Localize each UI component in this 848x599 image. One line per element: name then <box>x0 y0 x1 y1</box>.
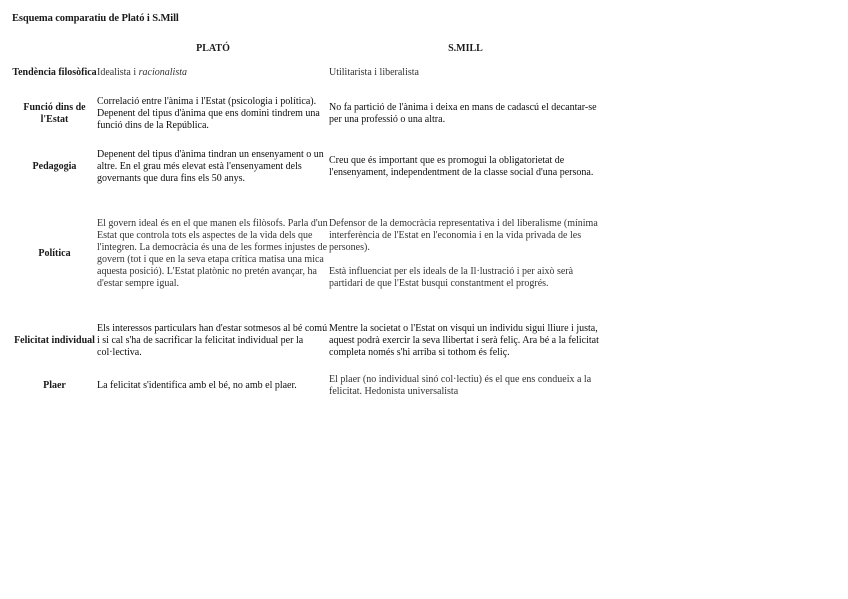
table-row <box>12 139 602 195</box>
corner-cell <box>12 40 97 58</box>
table-row <box>12 195 602 313</box>
document-title: Esquema comparatiu de Plató i S.Mill <box>12 13 179 24</box>
mill-funcio-cell: No fa partició de l'ànima i deixa en mans de cadascú el decantar-se per una professió o una altra. <box>329 101 597 125</box>
plato-funcio-cell: Correlació entre l'ànima i l'Estat (psicologia i política). Depenent del tipus d'ànima que ens domini tindrem una funció dins de la República. <box>97 95 320 131</box>
mill-politica-paragraph-1: Defensor de la democràcia representativa i del liberalisme (mínima interferència de l'Estat en l'economia i en la vida privada de les persones). <box>329 218 598 253</box>
plato-politica-cell: El govern ideal és en el que manen els filòsofs. Parla d'un Estat que controla tots els aspectes de la vida dels que l'integren. La democràcia és una de les formes injustes de govern (tot i que en la seva etapa crítica matisa una mica aquesta posició). L'Estat platònic no pretén avançar, ha d'estar sempre igual. <box>97 218 328 289</box>
row-label-tendencia: Tendència filosòfica <box>12 67 97 78</box>
paragraph-spacer <box>329 254 602 266</box>
row-label-plaer: Plaer <box>43 380 66 391</box>
table-row <box>12 369 602 403</box>
row-label-felicitat: Felicitat individual <box>14 335 95 346</box>
row-label-funcio: Funció dins de l'Estat <box>23 101 86 125</box>
table-header-row <box>12 40 602 58</box>
row-label-pedagogia: Pedagogia <box>32 161 77 172</box>
comparison-table <box>12 40 602 403</box>
mill-tendencia-cell: Utilitarista i liberalista <box>329 67 419 78</box>
plato-plaer-cell: La felicitat s'identifica amb el bé, no amb el plaer. <box>97 380 297 391</box>
table-row <box>12 58 602 88</box>
table-row <box>12 88 602 139</box>
plato-felicitat-cell: Els interessos particulars han d'estar sotmesos al bé comú i si cal s'ha de sacrificar la felicitat individual per la col·lectiva. <box>97 323 328 358</box>
row-label-politica: Política <box>38 248 71 259</box>
plato-tendencia-italic: racionalista <box>138 67 187 78</box>
plato-column-header: PLATÓ <box>196 43 230 54</box>
table-row <box>12 313 602 369</box>
plato-pedagogia-cell: Depenent del tipus d'ànima tindran un ensenyament o un altre. En el grau més elevat està l'ensenyament dels governants que dura fins els 50 anys. <box>97 149 324 184</box>
plato-tendencia-cell <box>97 58 329 88</box>
mill-politica-cell <box>329 195 602 313</box>
mill-column-header: S.MILL <box>448 43 483 54</box>
mill-felicitat-cell: Mentre la societat o l'Estat on visqui un individu sigui lliure i justa, aquest podrà exercir la seva llibertat i serà feliç. Ara bé a la felicitat completa només s'hi arriba si tothom és feliç. <box>329 323 599 358</box>
mill-plaer-cell: El plaer (no individual sinó col·lectiu) és el que ens condueix a la felicitat. Hedonista universalista <box>329 374 592 397</box>
plato-tendencia-text: Idealista i <box>97 67 139 78</box>
mill-pedagogia-cell: Creu que és important que es promogui la obligatorietat de l'ensenyament, independentment de la classe social d'una persona. <box>329 155 594 178</box>
mill-politica-paragraph-2: Està influenciat per els ideals de la Il·lustració i per això serà partidari de que l'Estat busqui constantment el progrés. <box>329 266 574 289</box>
